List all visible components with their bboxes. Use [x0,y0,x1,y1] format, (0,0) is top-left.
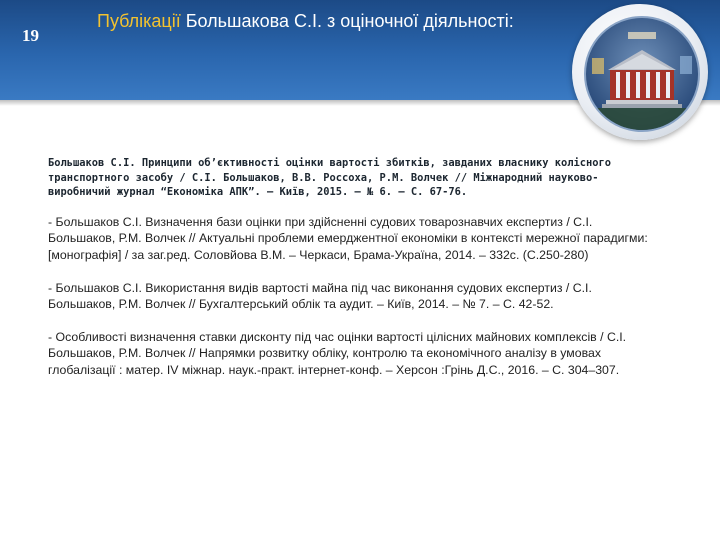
publications-list [48,156,648,395]
publication-item: - Большаков С.І. Використання видів вартості майна під час виконання судових експертиз / С.І. Большаков, Р.М. Волчек // Бухгалтерський облік та аудит. – Київ, 2014. – № 7. – С. 42-52. [48,280,592,312]
university-seal-icon [584,16,700,132]
publication-item: - Большаков С.І. Визначення бази оцінки при здійсненні судових товарознавчих експертиз / С.І. Большаков, Р.М. Волчек // Актуальні проблеми емерджентної економіки в контексті мережної парадигми: [монографія] / за заг.ред. Соловйова В.М. – Черкаси, Брама-Україна, 2014. – 332с. (С.250-280) [48,214,648,262]
slide-number: 19 [22,26,39,45]
slide-title [97,10,567,32]
publication-item: Большаков С.І. Принципи об’єктивності оцінки вартості збитків, завданих власнику колісного транспортного засобу / С.І. Большаков, В.В. Россоха, Р.М. Волчек // Міжнародний науково-виробничий журнал “Економіка АПК”. – Київ, 2015. – № 6. – С. 67-76. [48,157,612,199]
logo-emblem [572,4,708,140]
slide-title-rest: Большакова С.І. з оціночної діяльності: [180,11,514,31]
publication-item: - Особливості визначення ставки дисконту під час оцінки вартості цілісних майнових комплексів / С.І. Большаков, Р.М. Волчек // Напрямки розвитку обліку, контролю та економічного аналізу в умовах глобалізації : матер. IV міжнар. наук.-практ. інтернет-конф. – Херсон :Грінь Д.С., 2016. – С. 304–307. [48,329,627,377]
slide-title-accent: Публікації [97,11,181,31]
